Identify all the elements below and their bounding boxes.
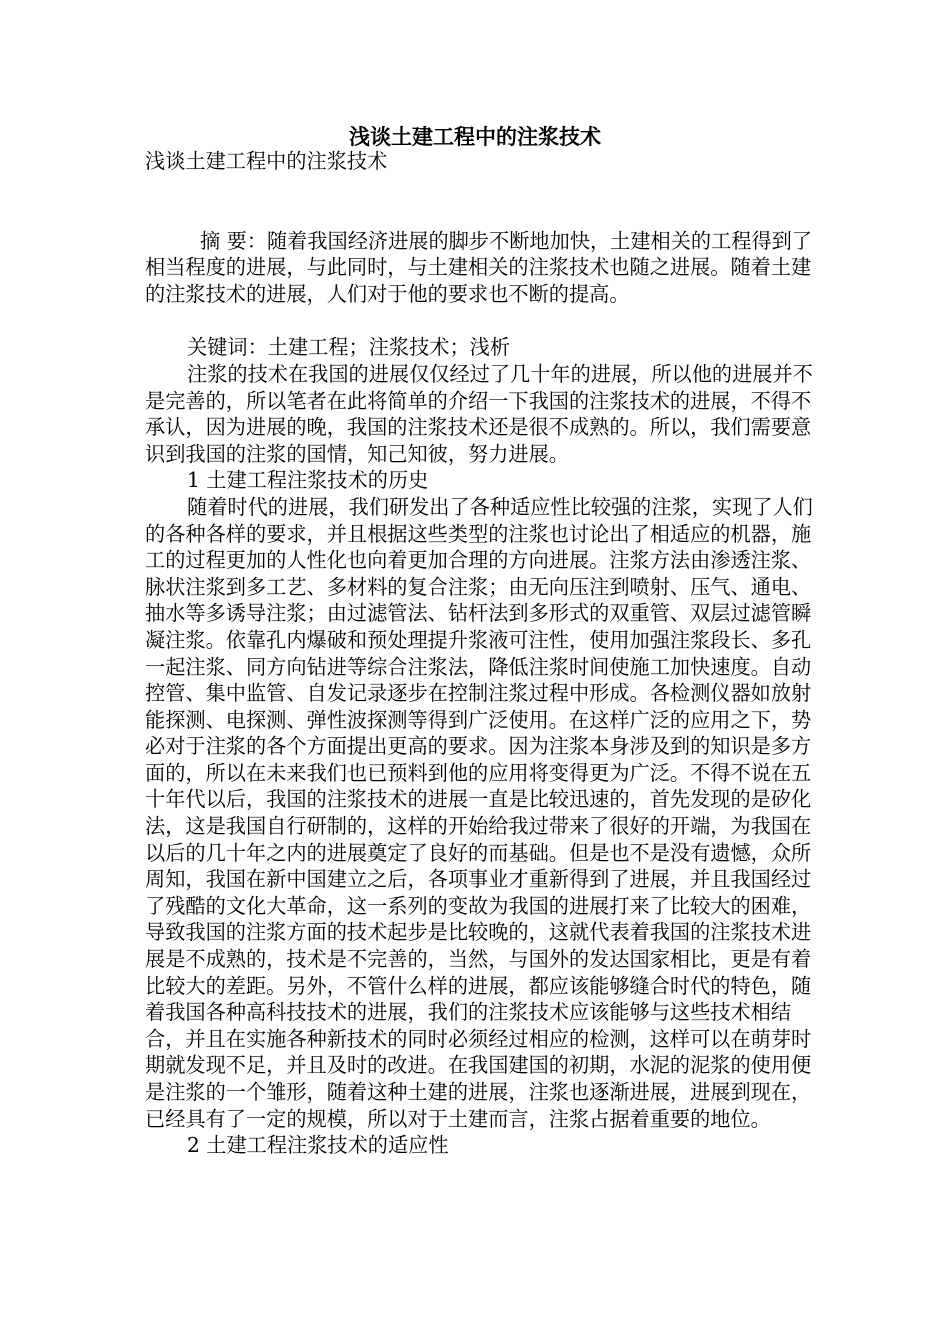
section-1-paragraph: 随着时代的进展，我们研发出了各种适应性比较强的注浆，实现了人们的各种各样的要求，并且根据这些类型的注浆也讨论出了相适应的机器，施工的过程更加的人性化也向着更加合理的方向进展。注浆方法由渗透注浆、脉状注浆到多工艺、多材料的复合注浆；由无向压注到喷射、压气、通电、抽水等多诱导注浆；由过滤管法、钻杆法到多形式的双重管、双层过滤管瞬凝注浆。依靠孔内爆破和预处理提升浆液可注性，使用加强注浆段长、多孔一起注浆、同方向钻进等综合注浆法，降低注浆时间使施工加快速度。自动控管、集中监管、自发记录逐步在控制注浆过程中形成。各检测仪器如放射能探测、电探测、弹性波探测等得到广泛使用。在这样广泛的应用之下，势必对于注浆的各个方面提出更高的要求。因为注浆本身涉及到的知识是多方面的，所以在未来我们也已预料到他的应用将变得更为广泛。不得不说在五十年代以后，我国的注浆技术的进展一直是比较迅速的，首先发现的是矽化法，这是我国自行研制的，这样的开始给我过带来了很好的开端，为我国在以后的几十年之内的进展奠定了良好的而基础。但是也不是没有遗憾，众所周知，我国在新中国建立之后，各项事业才重新得到了进展，并且我国经过了残酷的文化大革命，这一系列的变故为我国的进展打来了比较大的困难，导致我国的注浆方面的技术起步是比较晚的，这就代表着我国的注浆技术进展是不成熟的，技术是不完善的，当然，与国外的发达国家相比，更是有着比较大的差距。另外，不管什么样的进展，都应该能够缝合时代的特色，随着我国各种高科技技术的进展，我们的注浆技术应该能够与这些技术相结合，并且在实施各种新技术的同时必须经过相应的检测，这样可以在萌芽时期就发现不足，并且及时的改进。在我国建国的初期，水泥的泥浆的使用便是注浆的一个雏形，随着这种土建的进展，注浆也逐渐进展，进展到现在，已经具有了一定的规模，所以对于土建而言，注浆占据着重要的地位。 [145, 494, 813, 1131]
keywords-line: 关键词：土建工程；注浆技术；浅析 [187, 335, 511, 360]
intro-paragraph: 注浆的技术在我国的进展仅仅经过了几十年的进展，所以他的进展并不是完善的，所以笔者在此将简单的介绍一下我国的注浆技术的进展，不得不承认，因为进展的晚，我国的注浆技术还是很不成熟的。所以，我们需要意识到我国的注浆的国情，知己知彼，努力进展。 [145, 361, 813, 466]
document-subtitle: 浅谈土建工程中的注浆技术 [145, 149, 388, 173]
section-2-heading: 2 土建工程注浆技术的适应性 [187, 1133, 449, 1158]
document-body [145, 148, 817, 1159]
document-title: 浅谈土建工程中的注浆技术 [349, 124, 601, 149]
abstract-paragraph: 摘 要：随着我国经济进展的脚步不断地加快，土建相关的工程得到了相当程度的进展，与此同时，与土建相关的注浆技术也随之进展。随着土建的注浆技术的进展，人们对于他的要求也不断的提高。 [145, 228, 813, 306]
section-1-heading: 1 土建工程注浆技术的历史 [187, 468, 429, 493]
